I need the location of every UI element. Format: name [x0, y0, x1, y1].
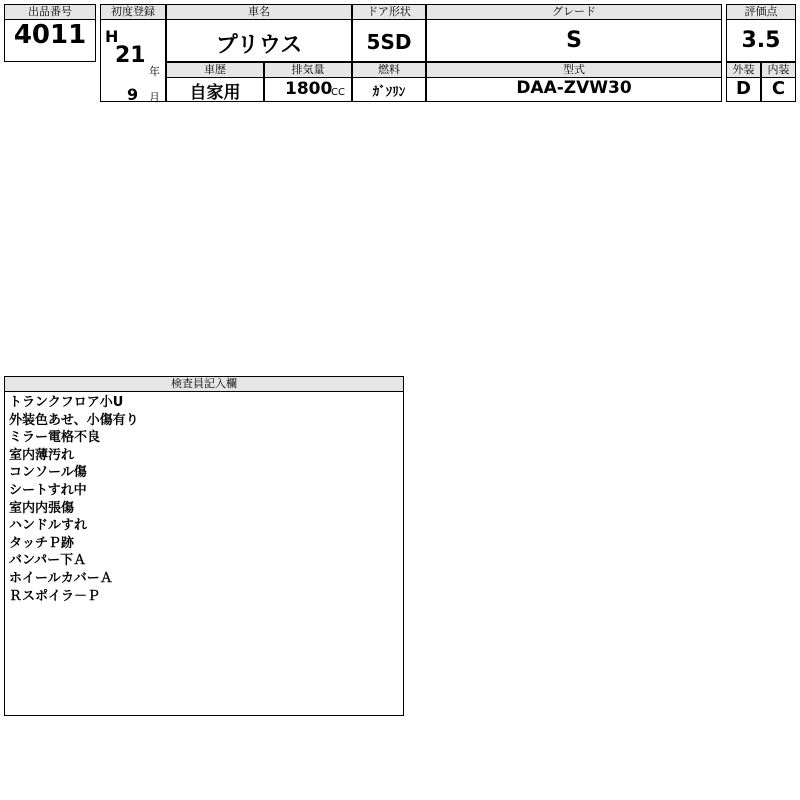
inspection-note: ハンドルすれ	[9, 518, 88, 534]
inspection-note: 外装色あせ、小傷有り	[9, 412, 139, 428]
inspection-note: ホイールカバーＡ	[9, 570, 113, 586]
inspection-note: ミラー電格不良	[9, 430, 101, 446]
inspection-note: シートすれ中	[9, 482, 87, 498]
name-cell: 車名 プリウス	[166, 4, 352, 62]
inspection-note: 室内内張傷	[9, 500, 75, 516]
score-cell: 評価点 3.5	[726, 4, 796, 62]
inspection-note: Ｒスポイラ－Ｐ	[9, 588, 101, 604]
lot-cell: 出品番号 4011	[4, 4, 96, 62]
disp-cell: 排気量 1800 CC	[264, 62, 352, 102]
int-cell: 内装 C	[761, 62, 796, 102]
inspection-notes: 検査員記入欄 トランクフロア小U 外装色あせ、小傷有り ミラー電格不良 室内薄汚れ コンソール傷 シートすれ中 室内内張傷 ハンドルすれ タッチＰ跡 バンパー下Ａ ホイールカバーＡ Ｒスポイラ－Ｐ	[4, 376, 404, 716]
inspection-note: 室内薄汚れ	[9, 447, 75, 463]
grade-cell: グレード S	[426, 4, 722, 62]
door-cell: ドア形状 5SD	[352, 4, 426, 62]
model-cell: 型式 DAA-ZVW30	[426, 62, 722, 102]
inspection-note: コンソール傷	[9, 465, 87, 481]
inspection-note: バンパー下Ａ	[9, 553, 87, 569]
inspection-note: トランクフロア小U	[9, 395, 124, 410]
inspection-note: タッチＰ跡	[9, 535, 75, 551]
ext-cell: 外装 D	[726, 62, 761, 102]
fuel-cell: 燃料 ｶﾞｿﾘﾝ	[352, 62, 426, 102]
history-cell: 車歴 自家用	[166, 62, 264, 102]
first-reg-cell: 初度登録 H 21 年 9 月	[100, 4, 166, 102]
